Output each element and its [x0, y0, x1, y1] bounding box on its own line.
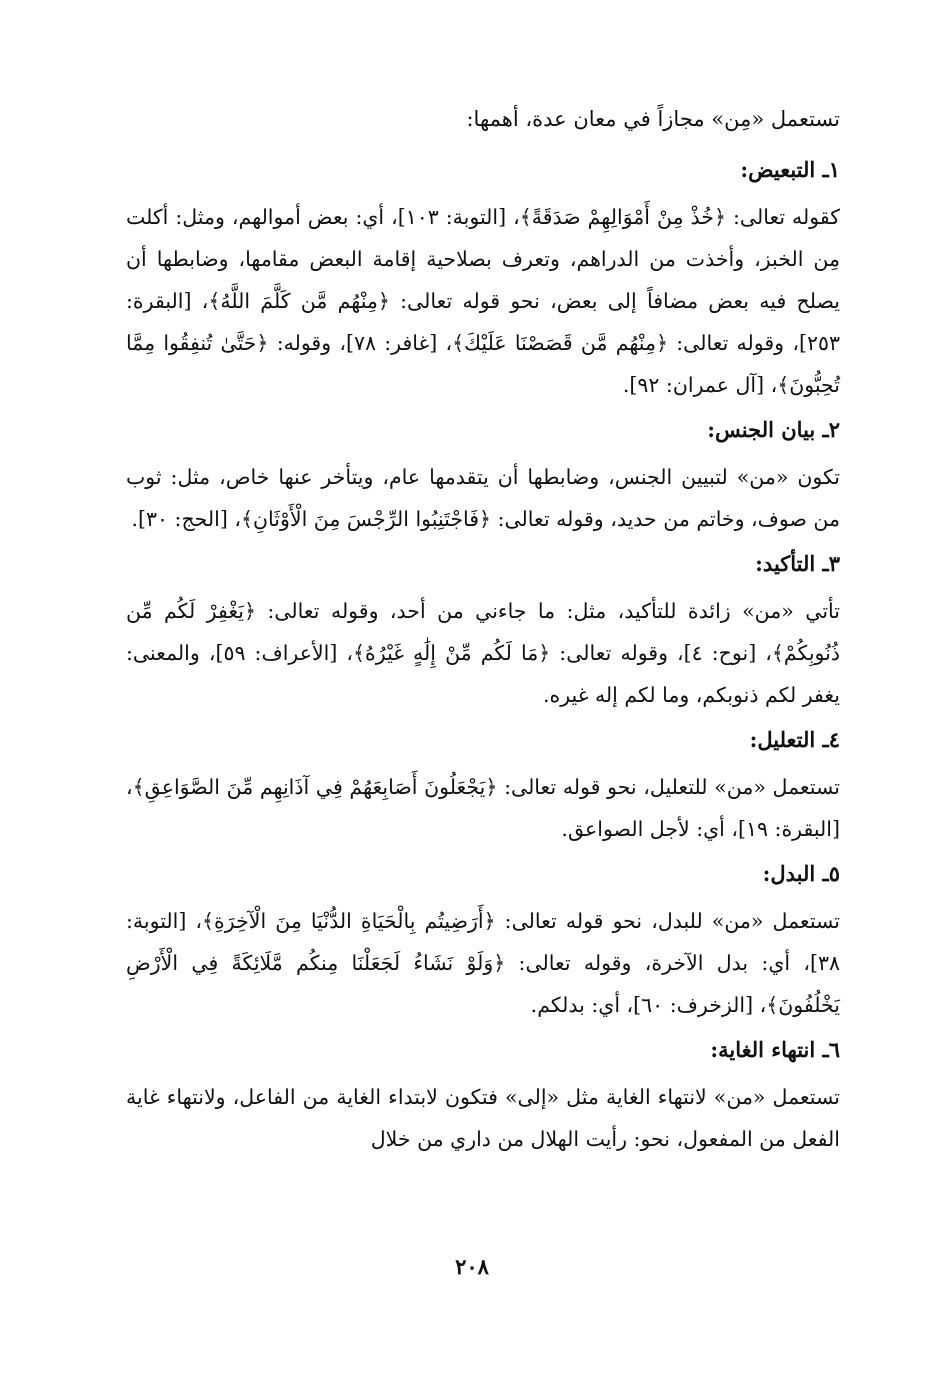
section-partitive	[126, 152, 840, 406]
section-heading: ١ـ التبعيض:	[740, 157, 840, 182]
section-heading: ٤ـ التعليل:	[749, 727, 840, 752]
section-paragraph: تستعمل «من» للتعليل، نحو قوله تعالى: ﴿يَجْعَلُونَ أَصَابِعَهُمْ فِي آذَانِهِم مِّنَ الصَّوَاعِقِ﴾، [البقرة: ١٩]، أي: لأجل الصواعق.	[126, 775, 840, 841]
section-genus	[126, 412, 840, 540]
intro-text: تستعمل «مِن» مجازاً في معان عدة، أهمها:	[466, 107, 840, 131]
section-heading: ٥ـ البدل:	[762, 861, 840, 886]
section-paragraph: تستعمل «من» لانتهاء الغاية مثل «إلى» فتكون لابتداء الغاية من الفاعل، ولانتهاء غاية الفعل من المفعول، نحو: رأيت الهلال من داري من خلال	[126, 1085, 840, 1151]
section-emphasis	[126, 546, 840, 716]
section-end-of-goal	[126, 1032, 840, 1160]
section-heading: ٣ـ التأكيد:	[755, 551, 840, 576]
section-paragraph: كقوله تعالى: ﴿خُذْ مِنْ أَمْوَالِهِمْ صَدَقَةً﴾، [التوبة: ١٠٣]، أي: بعض أموالهم، ومثل: أكلت مِن الخبز، وأخذت من الدراهم، وتعرف بصلاحية إقامة البعض مقامها، وضابطها أن يصلح فيه بعض مضافاً إلى بعض، نحو قوله تعالى: ﴿مِنْهُم مَّن كَلَّمَ اللَّهُ﴾، [البقرة: ٢٥٣]، وقوله تعالى: ﴿مِنْهُم مَّن قَصَصْنَا عَلَيْكَ﴾، [غافر: ٧٨]، وقوله: ﴿حَتَّىٰ تُنفِقُوا مِمَّا تُحِبُّونَ﴾، [آل عمران: ٩٢].	[126, 205, 841, 397]
section-paragraph: تكون «من» لتبيين الجنس، وضابطها أن يتقدمها عام، ويتأخر عنها خاص، مثل: ثوب من صوف، وخاتم من حديد، وقوله تعالى: ﴿فَاجْتَنِبُوا الرِّجْسَ مِنَ الْأَوْثَانِ﴾، [الحج: ٣٠].	[126, 465, 840, 531]
section-heading: ٢ـ بيان الجنس:	[707, 417, 840, 442]
section-substitution	[126, 856, 840, 1026]
page-body	[126, 100, 840, 1164]
section-heading: ٦ـ انتهاء الغاية:	[710, 1037, 840, 1062]
section-causation	[126, 722, 840, 850]
section-paragraph: تأتي «من» زائدة للتأكيد، مثل: ما جاءني من أحد، وقوله تعالى: ﴿يَغْفِرْ لَكُم مِّن ذُنُوبِكُمْ﴾، [نوح: ٤]، وقوله تعالى: ﴿مَا لَكُم مِّنْ إِلَٰهٍ غَيْرُهُ﴾، [الأعراف: ٥٩]، والمعنى: يغفر لكم ذنوبكم، وما لكم إله غيره.	[126, 599, 840, 707]
page-number: ٢٠٨	[455, 1254, 489, 1279]
section-paragraph: تستعمل «من» للبدل، نحو قوله تعالى: ﴿أَرَضِيتُم بِالْحَيَاةِ الدُّنْيَا مِنَ الْآخِرَةِ﴾، [التوبة: ٣٨]، أي: بدل الآخرة، وقوله تعالى: ﴿وَلَوْ نَشَاءُ لَجَعَلْنَا مِنكُم مَّلَائِكَةً فِي الْأَرْضِ يَخْلُفُونَ﴾، [الزخرف: ٦٠]، أي: بدلكم.	[126, 909, 840, 1017]
